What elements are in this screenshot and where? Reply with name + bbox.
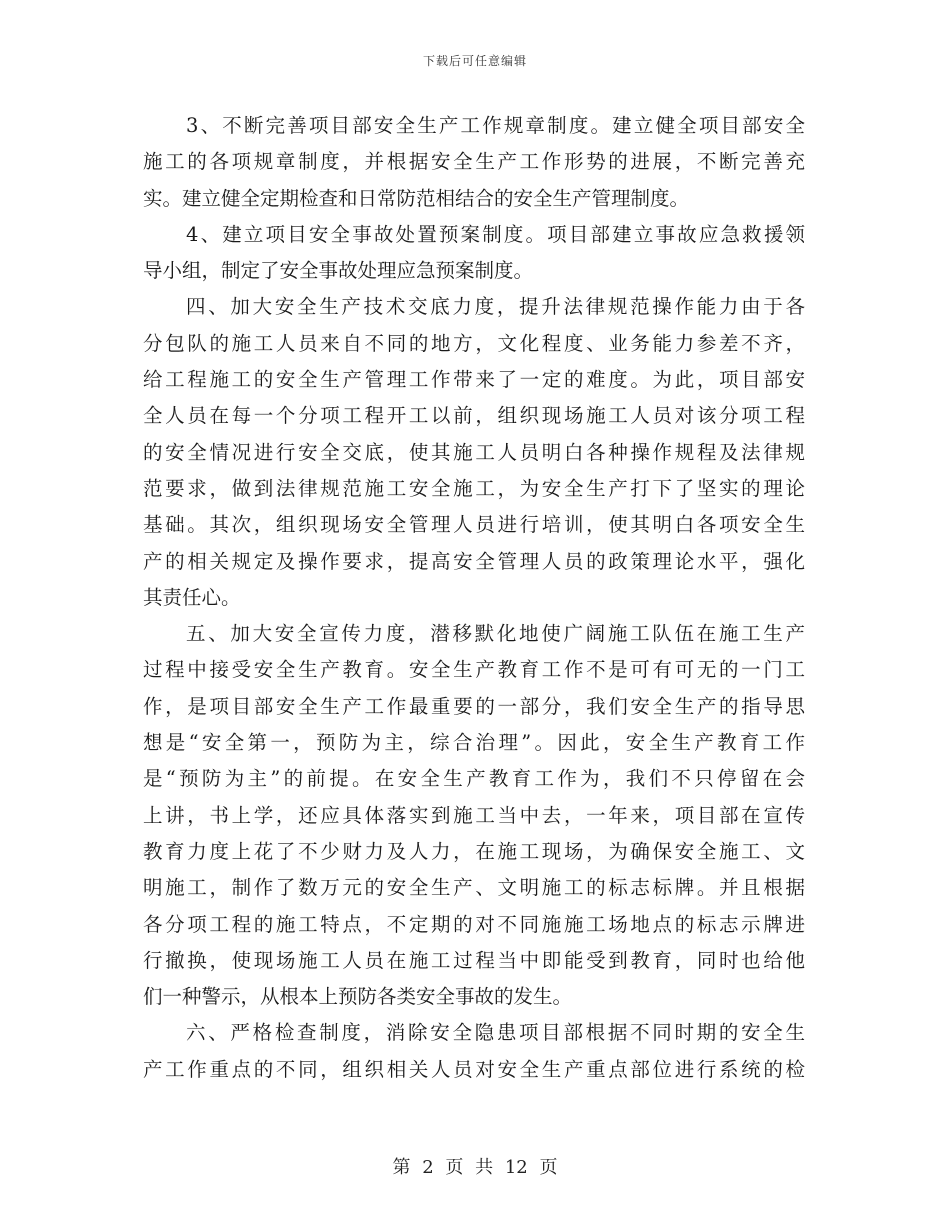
text-line: 过程中接受安全生产教育。安全生产教育工作不是可有可无的一门工: [143, 658, 805, 682]
text-line: 产工作重点的不同，组织相关人员对安全生产重点部位进行系统的检: [143, 1057, 805, 1081]
text-line: 范要求，做到法律规范施工安全施工，为安全生产打下了坚实的理论: [143, 476, 805, 500]
text-line: 上讲，书上学，还应具体落实到施工当中去，一年来，项目部在宣传: [143, 803, 805, 827]
page-header: 下载后可任意编辑: [422, 54, 527, 68]
text-line: 们一种警示，从根本上预防各类安全事故的发生。: [143, 985, 573, 1009]
text-line: 五、加大安全宣传力度，潜移默化地使广阔施工队伍在施工生产: [186, 622, 805, 646]
text-line: 六、严格检查制度，消除安全隐患项目部根据不同时期的安全生: [186, 1021, 805, 1045]
document-body: [143, 108, 805, 1088]
text-line: 的安全情况进行安全交底，使其施工人员明白各种操作规程及法律规: [143, 440, 805, 464]
text-line: 教育力度上花了不少财力及人力，在施工现场，为确保安全施工、文: [143, 839, 805, 863]
text-line: 行撤换，使现场施工人员在施工过程当中即能受到教育，同时也给他: [143, 948, 805, 972]
text-line: 基础。其次，组织现场安全管理人员进行培训，使其明白各项安全生: [143, 513, 805, 537]
text-line: 明施工，制作了数万元的安全生产、文明施工的标志标牌。并且根据: [143, 876, 805, 900]
text-line: 实。建立健全定期检查和日常防范相结合的安全生产管理制度。: [143, 186, 690, 210]
text-line: 3、不断完善项目部安全生产工作规章制度。建立健全项目部安全: [186, 114, 805, 137]
page-number-footer: 第 2 页 共 12 页: [392, 1157, 558, 1178]
text-line: 全人员在每一个分项工程开工以前，组织现场施工人员对该分项工程: [143, 404, 805, 428]
text-line: 四、加大安全生产技术交底力度，提升法律规范操作能力由于各: [186, 295, 805, 319]
text-line: 其责任心。: [143, 585, 241, 609]
text-line: 作，是项目部安全生产工作最重要的一部分，我们安全生产的指导思: [143, 694, 805, 718]
text-line: 想是“安全第一，预防为主，综合治理”。因此，安全生产教育工作: [143, 731, 805, 755]
text-line: 产的相关规定及操作要求，提高安全管理人员的政策理论水平，强化: [143, 549, 805, 573]
text-line: 各分项工程的施工特点，不定期的对不同施施工场地点的标志示牌进: [143, 912, 805, 936]
text-line: 4、建立项目安全事故处置预案制度。项目部建立事故应急救援领: [186, 222, 805, 246]
text-line: 给工程施工的安全生产管理工作带来了一定的难度。为此，项目部安: [143, 368, 805, 392]
text-line: 是“预防为主”的前提。在安全生产教育工作为，我们不只停留在会: [143, 767, 805, 791]
text-line: 导小组，制定了安全事故处理应急预案制度。: [143, 259, 534, 283]
text-line: 分包队的施工人员来自不同的地方，文化程度、业务能力参差不齐，: [143, 331, 805, 355]
text-line: 施工的各项规章制度，并根据安全生产工作形势的进展，不断完善充: [143, 150, 805, 174]
